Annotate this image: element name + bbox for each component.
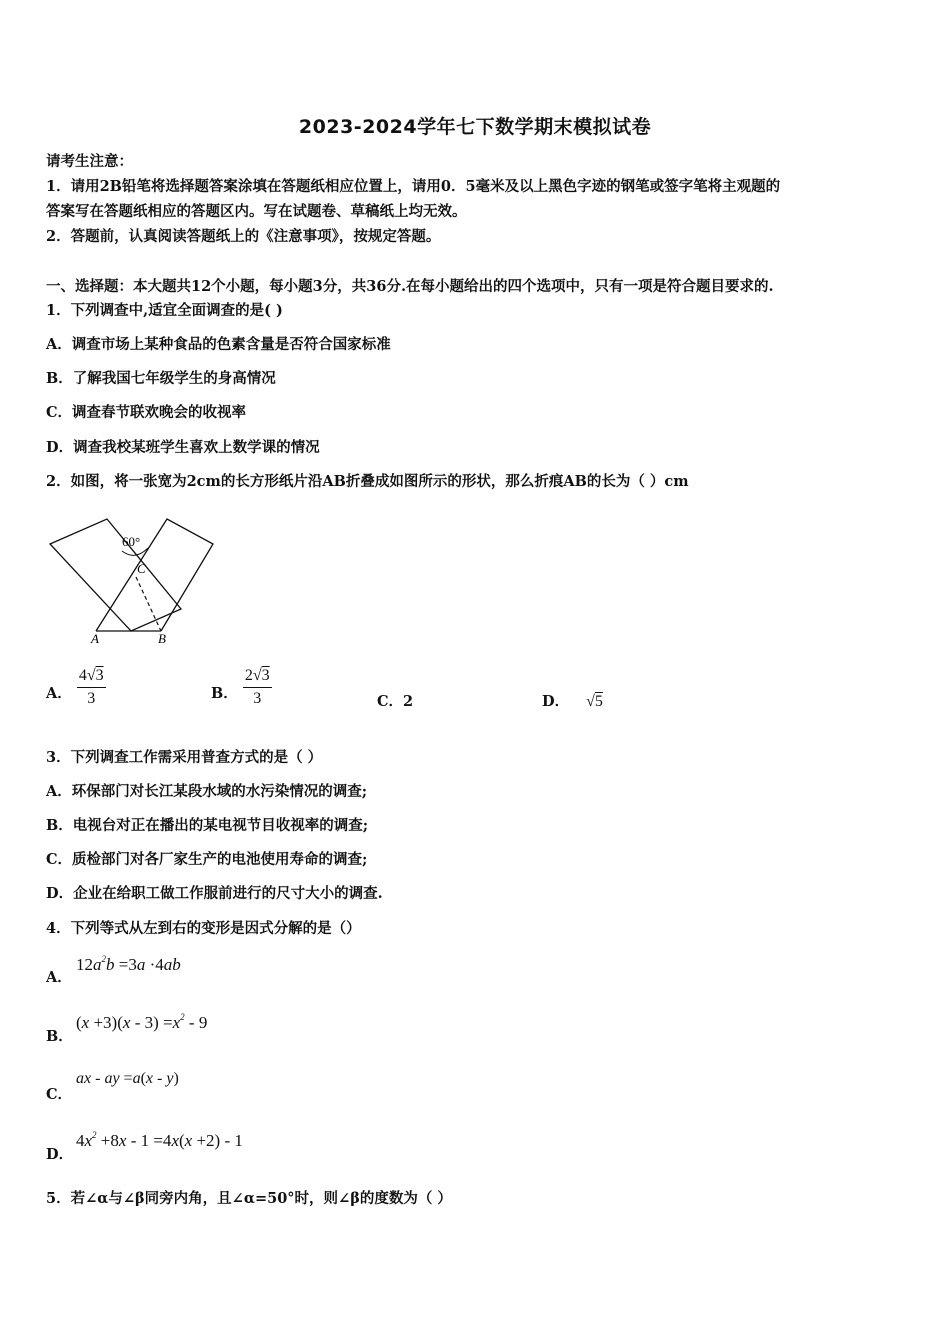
q2-option-a-fraction: $\frac{4√3}{3}$: [78, 667, 104, 707]
q1-option-b: B．了解我国七年级学生的身高情况: [46, 370, 276, 387]
notice-line-1b: 答案写在答题纸相应的答题区内。写在试题卷、草稿纸上均无效。: [46, 203, 467, 220]
q1-stem: 1．下列调查中,适宜全面调查的是( ): [46, 302, 283, 319]
q4-option-a-label: A．: [46, 969, 72, 986]
q4-option-b-label: B．: [46, 1028, 73, 1045]
q2-option-a-label: A．: [46, 684, 72, 702]
section-heading: 一、选择题：本大题共12个小题，每小题3分，共36分.在每小题给出的四个选项中，只有一项是符合题目要求的.: [46, 278, 774, 295]
notice-line-2: 2．答题前，认真阅读答题纸上的《注意事项》，按规定答题。: [46, 228, 441, 245]
point-label-b: B: [158, 631, 166, 645]
q4-option-d-formula: $4x^2 +8x - 1 =4x(x +2) - 1$: [76, 1130, 243, 1150]
q4-option-a-formula: $12a^2b =3a \cdot 4ab$: [76, 954, 181, 974]
q3-option-a: A．环保部门对长江某段水域的水污染情况的调查;: [46, 783, 368, 800]
q2-option-d: [542, 690, 603, 711]
point-label-c: C: [137, 561, 146, 576]
q3-option-b: B．电视台对正在播出的某电视节目收视率的调查;: [46, 817, 369, 834]
q5-stem: 5．若∠α与∠β同旁内角，且∠α=50°时，则∠β的度数为（ ）: [46, 1190, 452, 1207]
q4-stem: 4．下列等式从左到右的变形是因式分解的是（）: [46, 920, 361, 937]
q4-option-c-formula: ax - ay =a(x - y): [76, 1070, 179, 1087]
q2-option-b-label: B．: [211, 684, 238, 702]
q2-option-d-value: √5: [586, 693, 603, 710]
q2-option-c: [377, 690, 413, 711]
q2-option-d-label: D．: [542, 693, 570, 710]
point-label-a: A: [91, 631, 99, 645]
q1-option-d: D．调查我校某班学生喜欢上数学课的情况: [46, 439, 320, 456]
q1-option-c: C．调查春节联欢晚会的收视率: [46, 404, 247, 421]
q2-option-b: [211, 667, 272, 708]
q3-option-d: D．企业在给职工做工作服前进行的尺寸大小的调查.: [46, 885, 383, 902]
q4-option-c-label: C．: [46, 1086, 73, 1103]
q4-option-b-formula: $(x +3)(x - 3) =x^2 - 9$: [76, 1012, 208, 1032]
q2-option-b-fraction: $\frac{2√3}{3}$: [244, 667, 270, 707]
notice-line-1a: 1．请用2B铅笔将选择题答案涂填在答题纸相应位置上，请用0．5毫米及以上黑色字迹的钢笔或签字笔将主观题的: [46, 178, 781, 195]
q3-stem: 3．下列调查工作需采用普查方式的是（ ）: [46, 749, 323, 766]
q2-option-c-value: 2: [403, 693, 414, 710]
q2-option-c-label: C．: [377, 693, 404, 710]
q2-fold-figure: [46, 515, 221, 645]
q2-stem: 2．如图，将一张宽为2cm的长方形纸片沿AB折叠成如图所示的形状，那么折痕AB的长为（ ）cm: [46, 473, 689, 490]
q4-option-d-label: D．: [46, 1146, 74, 1163]
q3-option-c: C．质检部门对各厂家生产的电池使用寿命的调查;: [46, 851, 368, 868]
q2-option-a: [46, 667, 106, 708]
page-title: 2023-2024学年七下数学期末模拟试卷: [298, 116, 652, 138]
angle-label: 60°: [122, 534, 141, 549]
left-strip: [50, 519, 181, 631]
right-strip: [96, 519, 213, 631]
q1-option-a: A．调查市场上某种食品的色素含量是否符合国家标准: [46, 336, 391, 353]
notice-heading: 请考生注意：: [46, 153, 133, 170]
